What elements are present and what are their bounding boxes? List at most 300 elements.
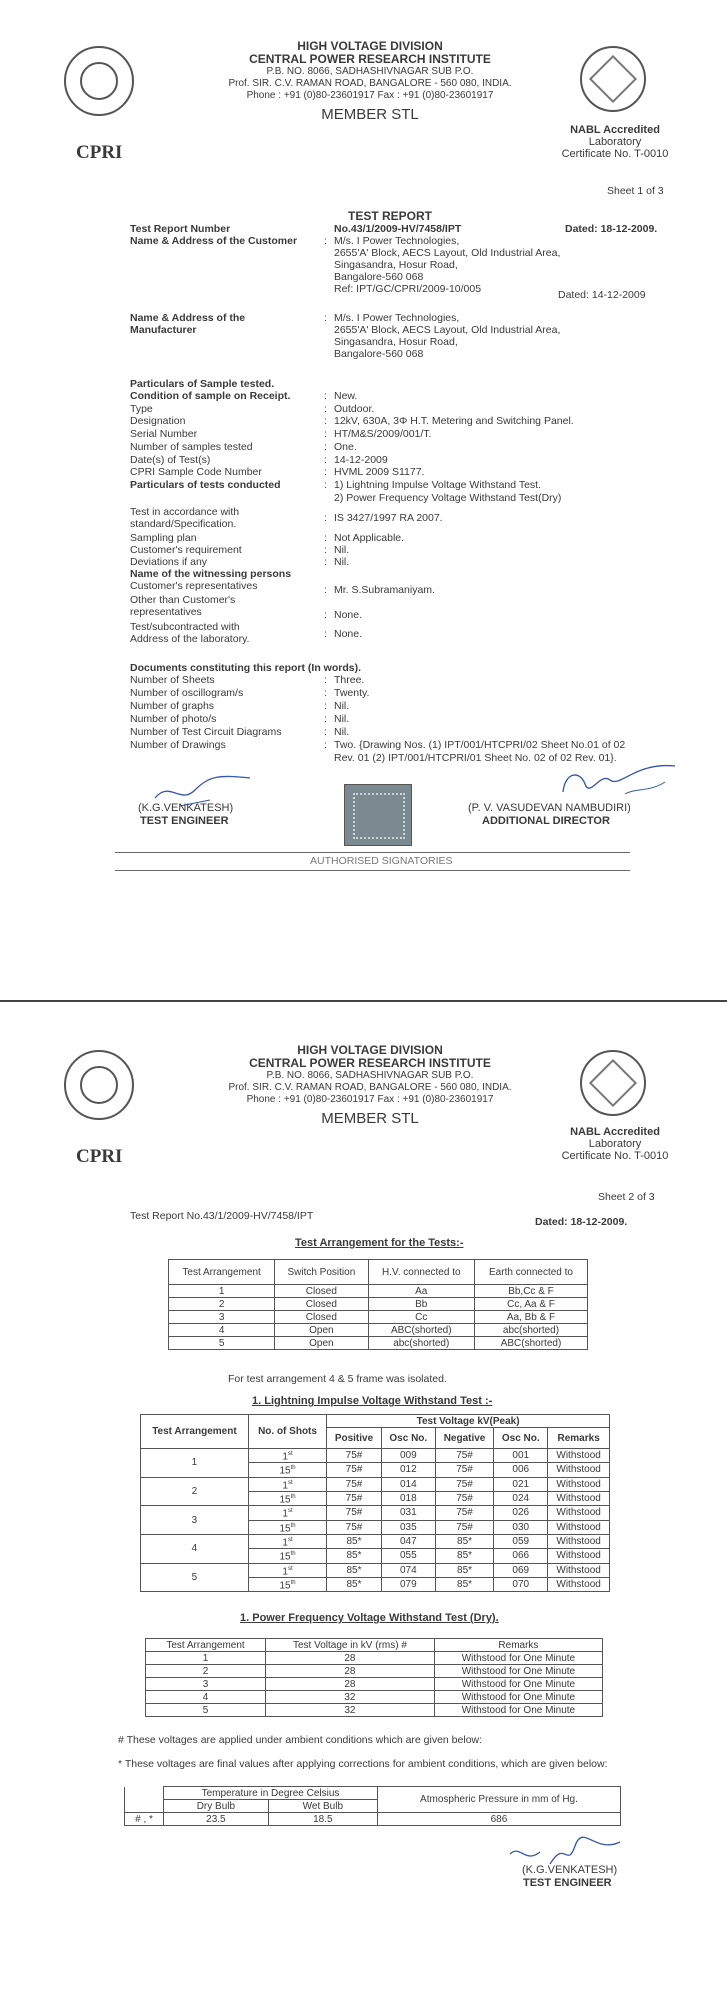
table-cell: 75#	[327, 1449, 382, 1463]
field-colon: :	[324, 440, 327, 453]
manufacturer-label-line: Manufacturer	[130, 324, 197, 336]
witness-heading: Name of the witnessing persons	[130, 568, 292, 580]
address-line: Ref: IPT/GC/CPRI/2009-10/005	[334, 283, 482, 295]
cpri-logo-text: CPRI	[76, 1146, 123, 1167]
address-line: P.B. NO. 8066, SADHASHIVNAGAR SUB P.O.	[266, 1070, 474, 1081]
table-cell: 32	[266, 1691, 435, 1704]
table-cell: Withstood for One Minute	[434, 1678, 602, 1691]
table-row	[146, 1652, 603, 1665]
table-cell: 18.5	[268, 1813, 377, 1826]
table-cell: 2	[169, 1298, 275, 1311]
table-cell: 28	[266, 1678, 435, 1691]
report-number: No.43/1/2009-HV/7458/IPT	[334, 223, 462, 235]
field-value: Not Applicable.	[334, 532, 405, 544]
nabl-line: Certificate No. T-0010	[561, 148, 669, 160]
column-header: Test Arrangement	[141, 1415, 249, 1449]
nabl-seal-icon	[580, 46, 646, 112]
note-star: * These voltages are final values after applying corrections for ambient conditions, which are given below:	[118, 1758, 608, 1770]
divider	[115, 870, 630, 871]
standard-value: IS 3427/1997 RA 2007.	[334, 512, 443, 524]
ordinal-suffix: st	[287, 1451, 293, 1457]
column-header: H.V. connected to	[368, 1260, 474, 1285]
table-cell: 079	[381, 1577, 435, 1591]
address-line: Singasandra, Hosur Road,	[334, 336, 458, 348]
ordinal-suffix: th	[290, 1465, 296, 1472]
table-row	[141, 1449, 610, 1463]
table-cell: 75#	[435, 1520, 493, 1534]
field-colon: :	[324, 556, 327, 568]
table-cell: 018	[381, 1491, 435, 1505]
signatory-title: ADDITIONAL DIRECTOR	[482, 815, 610, 827]
shots-cell: 15th	[248, 1520, 326, 1534]
field-value: One.	[334, 440, 357, 453]
cust-rep-label: Customer's representatives	[130, 580, 258, 592]
phone-line: Phone : +91 (0)80-23601917 Fax : +91 (0)80-23601917	[246, 90, 494, 101]
column-header: Osc No.	[381, 1428, 435, 1449]
table-cell: 85*	[435, 1563, 493, 1577]
field-value: HT/M&S/2009/001/T.	[334, 428, 432, 441]
address-line: Prof. SIR. C.V. RAMAN ROAD, BANGALORE - 560 080, INDIA.	[228, 1082, 512, 1093]
cpri-logo-icon	[64, 1050, 134, 1120]
shots-cell: 15th	[248, 1577, 326, 1591]
table-cell: 047	[381, 1534, 435, 1548]
signature-nambudiri	[555, 752, 685, 802]
field-label: Particulars of tests conducted	[130, 478, 281, 491]
letterhead	[160, 1044, 580, 1128]
report-number-label: Test Report Number	[130, 223, 231, 235]
shots-cell: 15th	[248, 1549, 326, 1563]
subcon-label-line: Address of the laboratory.	[130, 633, 250, 645]
table-cell: 85*	[435, 1534, 493, 1548]
table-cell: Withstood	[548, 1491, 610, 1505]
arrangement-note: For test arrangement 4 & 5 frame was isolated.	[228, 1373, 447, 1385]
table-cell: Closed	[275, 1285, 368, 1298]
arrangement-cell: 5	[141, 1563, 249, 1592]
field-label: Number of Sheets	[130, 674, 215, 686]
table-cell: Closed	[275, 1298, 368, 1311]
ordinal-suffix: th	[290, 1493, 296, 1500]
header-row	[125, 1787, 621, 1800]
report-title: TEST REPORT	[348, 209, 433, 223]
table-cell: 014	[381, 1477, 435, 1491]
table-cell: 035	[381, 1520, 435, 1534]
table-cell: 006	[494, 1463, 548, 1477]
table-cell: 75#	[435, 1463, 493, 1477]
column-header: Negative	[435, 1428, 493, 1449]
table-cell: Open	[275, 1324, 368, 1337]
table-cell: 75#	[435, 1491, 493, 1505]
field-colon: :	[324, 402, 327, 415]
ordinal-suffix: th	[290, 1522, 296, 1529]
table-cell: Withstood	[548, 1534, 610, 1548]
manufacturer-label-line: Name & Address of the	[130, 312, 246, 324]
table-cell: 024	[494, 1491, 548, 1505]
manufacturer-label	[130, 312, 245, 336]
field-colon: :	[324, 674, 327, 686]
table-cell: 28	[266, 1652, 435, 1665]
column-header: Test Voltage kV(Peak)	[327, 1415, 610, 1428]
table-cell: Cc	[368, 1311, 474, 1324]
table-cell: Closed	[275, 1311, 368, 1324]
field-label: Designation	[130, 415, 186, 428]
table-cell: 23.5	[164, 1813, 269, 1826]
column-header: Switch Position	[275, 1260, 368, 1285]
table-cell: 069	[494, 1563, 548, 1577]
table-cell: 021	[494, 1477, 548, 1491]
field-colon: :	[324, 428, 327, 441]
table-cell: Bb	[368, 1298, 474, 1311]
table-cell: 030	[494, 1520, 548, 1534]
field-label: Type	[130, 402, 153, 415]
manufacturer-address	[334, 312, 560, 360]
table-cell: abc(shorted)	[474, 1324, 587, 1337]
column-header: Dry Bulb	[164, 1800, 269, 1813]
table-cell: 75#	[435, 1506, 493, 1520]
cust-rep-value: Mr. S.Subramaniyam.	[334, 584, 435, 596]
table-cell: 070	[494, 1577, 548, 1591]
field-value: Nil.	[334, 544, 350, 556]
address-line: Singasandra, Hosur Road,	[334, 259, 458, 271]
table-cell: 4	[169, 1324, 275, 1337]
field-label: Number of Test Circuit Diagrams	[130, 726, 282, 738]
field-value: Nil.	[334, 713, 350, 725]
particulars-heading: Particulars of Sample tested.	[130, 378, 275, 390]
table-cell: Withstood for One Minute	[434, 1652, 602, 1665]
arrangement-title: Test Arrangement for the Tests:-	[295, 1237, 464, 1249]
table-cell: 75#	[327, 1520, 382, 1534]
table-row	[169, 1311, 588, 1324]
field-label: Number of Drawings	[130, 739, 226, 751]
ordinal-suffix: th	[290, 1551, 296, 1558]
shots-cell: 1st	[248, 1477, 326, 1491]
ordinal-suffix: st	[287, 1479, 293, 1486]
column-header: Test Voltage in kV (rms) #	[266, 1639, 435, 1652]
table-cell: 75#	[435, 1449, 493, 1463]
address-line: P.B. NO. 8066, SADHASHIVNAGAR SUB P.O.	[266, 66, 474, 77]
blank-cell	[125, 1800, 164, 1813]
column-header: Temperature in Degree Celsius	[164, 1787, 378, 1800]
field-value: Nil.	[334, 556, 350, 568]
field-value: 14-12-2009	[334, 453, 388, 466]
field-colon: :	[324, 739, 327, 751]
division-name: HIGH VOLTAGE DIVISION	[297, 39, 443, 53]
table-cell: 031	[381, 1506, 435, 1520]
table-cell: Cc, Aa & F	[474, 1298, 587, 1311]
address-line: 2655'A' Block, AECS Layout, Old Industrial Area,	[334, 247, 561, 259]
docs-heading: Documents constituting this report (In words).	[130, 662, 361, 674]
shots-cell: 1st	[248, 1449, 326, 1463]
cpri-logo-text: CPRI	[76, 142, 123, 163]
table-cell: 75#	[327, 1506, 382, 1520]
standard-label	[130, 506, 239, 530]
table-cell: Withstood	[548, 1506, 610, 1520]
column-header: Test Arrangement	[169, 1260, 275, 1285]
field-colon: :	[324, 478, 327, 491]
subcon-label-line: Test/subcontracted with	[130, 621, 240, 633]
field-label: Sampling plan	[130, 532, 197, 544]
address-line: 2655'A' Block, AECS Layout, Old Industrial Area,	[334, 324, 561, 336]
impulse-title: 1. Lightning Impulse Voltage Withstand Test :-	[252, 1395, 493, 1407]
table-row	[141, 1477, 610, 1491]
power-frequency-table	[145, 1638, 603, 1717]
signatory-title: TEST ENGINEER	[523, 1877, 612, 1889]
nabl-line: Certificate No. T-0010	[561, 1150, 669, 1162]
shots-cell: 15th	[248, 1463, 326, 1477]
member-line: MEMBER STL	[321, 106, 419, 123]
sheet-number: Sheet 2 of 3	[598, 1191, 655, 1203]
header-row	[169, 1260, 588, 1285]
impulse-table	[140, 1414, 610, 1592]
shots-cell: 1st	[248, 1506, 326, 1520]
nabl-accreditation	[540, 1126, 690, 1162]
member-line: MEMBER STL	[321, 1110, 419, 1127]
table-cell: 75#	[327, 1491, 382, 1505]
column-header: Atmospheric Pressure in mm of Hg.	[377, 1787, 620, 1813]
nabl-seal-icon	[580, 1050, 646, 1116]
standard-label-line: Test in accordance with	[130, 506, 240, 518]
table-cell: 001	[494, 1449, 548, 1463]
table-cell: 012	[381, 1463, 435, 1477]
power-frequency-title: 1. Power Frequency Voltage Withstand Test (Dry).	[240, 1612, 499, 1624]
field-label: Number of graphs	[130, 700, 215, 712]
table-row	[146, 1691, 603, 1704]
column-header: Test Arrangement	[146, 1639, 266, 1652]
field-colon: :	[324, 390, 327, 402]
address-line: Bangalore-560 068	[334, 348, 424, 360]
phone-line: Phone : +91 (0)80-23601917 Fax : +91 (0)80-23601917	[246, 1094, 494, 1105]
other-rep-label-line: Other than Customer's	[130, 594, 236, 606]
institute-name: CENTRAL POWER RESEARCH INSTITUTE	[249, 52, 491, 66]
table-cell: 055	[381, 1549, 435, 1563]
table-cell: 066	[494, 1549, 548, 1563]
field-label: CPRI Sample Code Number	[130, 466, 262, 479]
table-cell: Aa	[368, 1285, 474, 1298]
other-rep-label-line: representatives	[130, 606, 202, 618]
table-row	[146, 1665, 603, 1678]
table-cell: Withstood for One Minute	[434, 1691, 602, 1704]
table-cell: 686	[377, 1813, 620, 1826]
table-cell: Aa, Bb & F	[474, 1311, 587, 1324]
customer-label: Name & Address of the Customer	[130, 235, 298, 247]
table-cell: 75#	[435, 1477, 493, 1491]
table-cell: Withstood for One Minute	[434, 1665, 602, 1678]
column-header: Remarks	[434, 1639, 602, 1652]
field-colon: :	[324, 415, 327, 428]
other-rep-value: None.	[334, 609, 363, 621]
table-cell: 75#	[327, 1463, 382, 1477]
ordinal-suffix: st	[287, 1536, 293, 1543]
field-value: Two. {Drawing Nos. (1) IPT/001/HTCPRI/02 Sheet No.01 of 02	[334, 739, 626, 751]
field-label: Number of photo/s	[130, 713, 217, 725]
table-cell: 4	[146, 1691, 266, 1704]
nabl-line: Laboratory	[588, 1138, 642, 1150]
field-label: Number of samples tested	[130, 440, 253, 453]
table-cell: ABC(shorted)	[368, 1324, 474, 1337]
ordinal-suffix: st	[287, 1508, 293, 1515]
table-cell: 85*	[327, 1534, 382, 1548]
table-cell: Withstood	[548, 1577, 610, 1591]
subcon-value: None.	[334, 628, 363, 640]
table-cell: # , *	[125, 1813, 164, 1826]
field-value: Twenty.	[334, 687, 370, 699]
customer-address	[334, 235, 560, 295]
shots-cell: 1st	[248, 1563, 326, 1577]
field-value: Nil.	[334, 700, 350, 712]
table-row	[141, 1506, 610, 1520]
field-colon: :	[324, 713, 327, 725]
report-number: Test Report No.43/1/2009-HV/7458/IPT	[130, 1210, 314, 1222]
field-value: Three.	[334, 674, 365, 686]
blank-cell	[125, 1787, 164, 1800]
table-cell: 32	[266, 1704, 435, 1717]
arrangement-cell: 3	[141, 1506, 249, 1535]
test-item-2: 2) Power Frequency Voltage Withstand Test(Dry)	[334, 492, 562, 504]
standard-label-line: standard/Specification.	[130, 518, 237, 530]
table-row	[169, 1298, 588, 1311]
column-header: Osc No.	[494, 1428, 548, 1449]
table-cell: Open	[275, 1337, 368, 1350]
table-cell: Bb,Cc & F	[474, 1285, 587, 1298]
table-cell: 28	[266, 1665, 435, 1678]
table-cell: Withstood	[548, 1477, 610, 1491]
table-row	[146, 1704, 603, 1717]
other-rep-label	[130, 594, 235, 618]
signatory-name: (K.G.VENKATESH)	[138, 802, 234, 814]
cpri-stamp	[344, 784, 412, 846]
field-colon: :	[324, 687, 327, 699]
table-cell: Withstood	[548, 1549, 610, 1563]
note-hash: # These voltages are applied under ambient conditions which are given below:	[118, 1734, 483, 1746]
table-cell: Withstood	[548, 1563, 610, 1577]
sheet-number: Sheet 1 of 3	[607, 185, 664, 197]
field-colon: :	[324, 700, 327, 712]
table-row	[169, 1324, 588, 1337]
divider	[115, 852, 630, 853]
nabl-line: Laboratory	[588, 136, 642, 148]
report-sheet-1: CPRI HIGH VOLTAGE DIVISION CENTRAL POWER RESEARCH INSTITUTE P.B. NO. 8066, SADHASHIVNAGAR SUB P.O. Prof. SIR. C.V. RAMAN ROAD, BANGALORE - 560 080, INDIA. Phone : +91 (0)80-23601917 Fax : +91 (0)80-23601917 MEMBER STL NABL Accredited Laboratory Certificate No. T-0010 Sheet 1 of 3 TEST REPORT Test Report Number No.43/1/2009-HV/7458/IPT Dated: 18-12-2009. Name & Address of the Customer : M/s. I Power Technologies, 2655'A' Block, AECS Layout, Old Industrial Area, Singasandra, Hosur Road, Bangalore-560 068 Ref: IPT/GC/CPRI/2009-10/005 Dated: 14-12-2009 Name & Address of the Manufacturer : M/s. I Power Technologies, 2655'A' Block, AECS Layout, Old Industrial Area, Singasandra, Hosur Road, Bangalore-560 068 Particulars of Sample tested. Condition of sample on Receipt. : New. Type : Outdoor. Designation : 12kV, 630A, 3Φ H.T. Metering and Switching Panel. Serial Number : HT/M&S/2009/001/T. Number of samples tested : One. Date(s) of Test(s) : 14-12-2009 CPRI Sample Code Number : HVML 2009 S1177. Particulars of tests conducted : 1) Lightning Impulse Voltage Withstand Test. 2) Power Frequency Voltage Withstand Test(Dry) Test in accordance with standard/Specification. : IS 3427/1997 RA 2007. Sampling plan : Not Applicable. Customer's requirement : Nil. Deviations if any : Nil. Name of the witnessing persons Customer's representatives : Mr. S.Subramaniyam. Other than Customer's representatives : None. Test/subcontracted with Address of the laboratory. : None. Documents constituting this report (In words). Number of Sheets : Three. Number of oscillogram/s : Twenty. Number of graphs : Nil. Number of photo/s : Nil. Number of Test Circuit Diagrams : Nil. Number of Drawings : Two. {Drawing Nos. (1) IPT/001/HTCPRI/02 Sheet No.01 of 02 Rev. 01 (2) IPT/001/HTCPRI/01 Sheet No. 02 of 02 Rev. 01}. (K.G.VENKATESH) TEST ENGINEER (P. V. VASUDEVAN NAMBUDIRI) ADDITIONAL DIRECTOR AUTHORISED SIGNATORIES	[0, 0, 727, 1000]
table-cell: 009	[381, 1449, 435, 1463]
table-cell: Withstood	[548, 1463, 610, 1477]
table-cell: 85*	[435, 1549, 493, 1563]
arrangement-cell: 1	[141, 1449, 249, 1478]
header-row	[141, 1415, 610, 1428]
column-header: Wet Bulb	[268, 1800, 377, 1813]
field-value: Outdoor.	[334, 402, 375, 415]
field-label: Date(s) of Test(s)	[130, 453, 211, 466]
table-cell: 1	[169, 1285, 275, 1298]
authorised-label: AUTHORISED SIGNATORIES	[310, 855, 453, 867]
signatory-name: (P. V. VASUDEVAN NAMBUDIRI)	[468, 802, 631, 814]
table-row	[125, 1813, 621, 1826]
signatory-name: (K.G.VENKATESH)	[522, 1864, 618, 1876]
subcon-label	[130, 621, 249, 645]
table-cell: 074	[381, 1563, 435, 1577]
table-cell: 026	[494, 1506, 548, 1520]
letterhead	[160, 40, 580, 124]
table-cell: Withstood for One Minute	[434, 1704, 602, 1717]
header-row	[146, 1639, 603, 1652]
address-line: Bangalore-560 068	[334, 271, 424, 283]
nabl-line: NABL Accredited	[570, 1126, 660, 1138]
ref-date: Dated: 14-12-2009	[558, 289, 646, 301]
table-cell: 2	[146, 1665, 266, 1678]
address-line: M/s. I Power Technologies,	[334, 312, 460, 324]
arrangement-cell: 2	[141, 1477, 249, 1506]
signatory-title: TEST ENGINEER	[140, 815, 229, 827]
table-cell: 85*	[327, 1577, 382, 1591]
field-label: Condition of sample on Receipt.	[130, 390, 291, 402]
ordinal-suffix: st	[287, 1565, 293, 1572]
nabl-accreditation	[540, 124, 690, 160]
table-cell: 85*	[435, 1577, 493, 1591]
field-value: Nil.	[334, 726, 350, 738]
table-cell: 3	[169, 1311, 275, 1324]
table-cell: 1	[146, 1652, 266, 1665]
table-cell: 75#	[327, 1477, 382, 1491]
table-cell: abc(shorted)	[368, 1337, 474, 1350]
table-row	[141, 1534, 610, 1548]
nabl-line: NABL Accredited	[570, 124, 660, 136]
ambient-conditions-table	[124, 1786, 621, 1826]
table-cell: Withstood	[548, 1520, 610, 1534]
table-row	[169, 1285, 588, 1298]
table-cell: 3	[146, 1678, 266, 1691]
field-label: Serial Number	[130, 428, 198, 441]
column-header: Remarks	[548, 1428, 610, 1449]
table-row	[146, 1678, 603, 1691]
column-header: Earth connected to	[474, 1260, 587, 1285]
field-colon: :	[324, 726, 327, 738]
report-sheet-2	[0, 1000, 727, 2002]
table-cell: ABC(shorted)	[474, 1337, 587, 1350]
report-date: Dated: 18-12-2009.	[535, 1216, 628, 1228]
field-value: 1) Lightning Impulse Voltage Withstand Test.	[334, 478, 542, 491]
table-cell: Withstood	[548, 1449, 610, 1463]
table-row	[169, 1337, 588, 1350]
cpri-logo-icon	[64, 46, 134, 116]
shots-cell: 1st	[248, 1534, 326, 1548]
address-line: M/s. I Power Technologies,	[334, 235, 460, 247]
field-label: Number of oscillogram/s	[130, 687, 244, 699]
column-header: No. of Shots	[248, 1415, 326, 1449]
table-cell: 5	[146, 1704, 266, 1717]
drawings-line-2: Rev. 01 (2) IPT/001/HTCPRI/01 Sheet No. 02 of 02 Rev. 01}.	[334, 752, 617, 764]
address-line: Prof. SIR. C.V. RAMAN ROAD, BANGALORE - 560 080, INDIA.	[228, 78, 512, 89]
table-cell: 85*	[327, 1563, 382, 1577]
ordinal-suffix: th	[290, 1579, 296, 1586]
field-value: HVML 2009 S1177.	[334, 466, 425, 479]
column-header: Positive	[327, 1428, 382, 1449]
arrangement-cell: 4	[141, 1534, 249, 1563]
field-label: Customer's requirement	[130, 544, 242, 556]
field-label: Deviations if any	[130, 556, 208, 568]
institute-name: CENTRAL POWER RESEARCH INSTITUTE	[249, 1056, 491, 1070]
division-name: HIGH VOLTAGE DIVISION	[297, 1043, 443, 1057]
field-colon: :	[324, 532, 327, 544]
arrangement-table	[168, 1259, 588, 1350]
table-cell: 059	[494, 1534, 548, 1548]
shots-cell: 15th	[248, 1491, 326, 1505]
table-cell: 5	[169, 1337, 275, 1350]
field-colon: :	[324, 544, 327, 556]
table-cell: 85*	[327, 1549, 382, 1563]
field-value: 12kV, 630A, 3Φ H.T. Metering and Switching Panel.	[334, 415, 574, 428]
field-colon: :	[324, 453, 327, 466]
field-colon: :	[324, 466, 327, 479]
report-date: Dated: 18-12-2009.	[565, 223, 658, 235]
table-row	[141, 1563, 610, 1577]
field-value: New.	[334, 390, 358, 402]
